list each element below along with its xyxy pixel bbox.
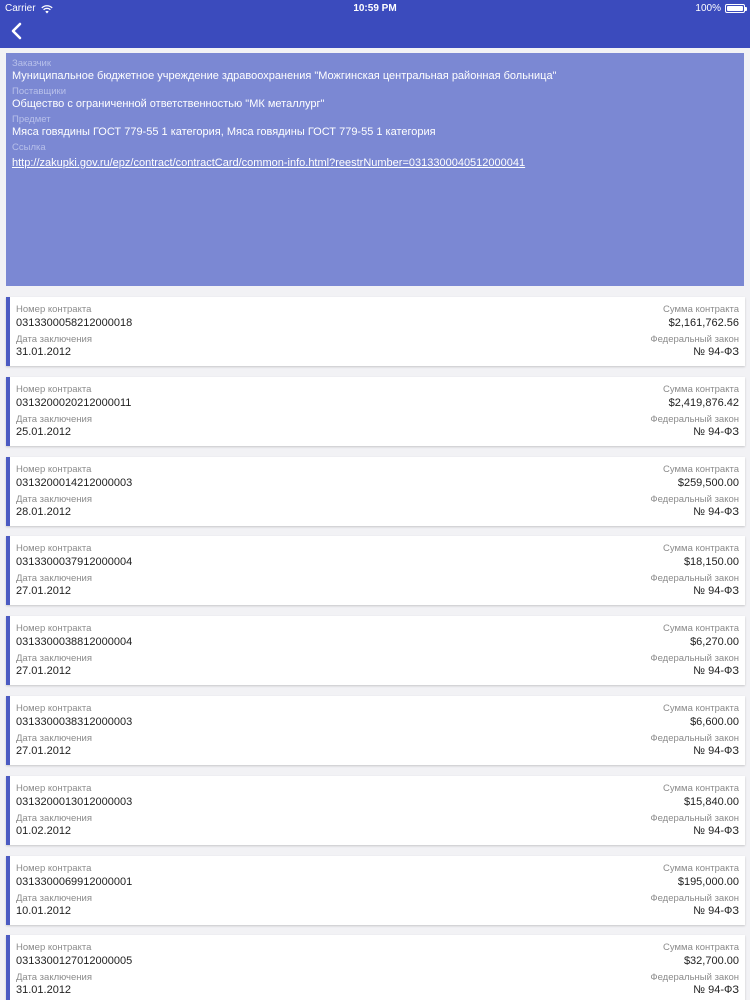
contract-sum: $259,500.00 xyxy=(677,476,739,489)
contract-number: 0313200014212000003 xyxy=(16,476,133,489)
contract-number: 0313200013012000003 xyxy=(16,795,133,808)
contract-row[interactable] xyxy=(6,616,745,685)
contract-number-label: Номер контракта xyxy=(16,782,92,794)
navigation-bar xyxy=(0,0,750,48)
link-label: Ссылка xyxy=(12,142,46,153)
federal-law: № 94-ФЗ xyxy=(693,425,739,438)
contract-date: 27.01.2012 xyxy=(16,744,72,757)
federal-law: № 94-ФЗ xyxy=(693,824,739,837)
contract-number-label: Номер контракта xyxy=(16,862,92,874)
contract-number-label: Номер контракта xyxy=(16,463,92,475)
law-label: Федеральный закон xyxy=(650,892,739,904)
federal-law: № 94-ФЗ xyxy=(693,665,739,678)
chevron-left-icon xyxy=(10,22,22,40)
contract-sum-label: Сумма контракта xyxy=(663,543,739,555)
date-label: Дата заключения xyxy=(16,892,92,904)
contract-row[interactable] xyxy=(6,297,745,366)
contract-sum-label: Сумма контракта xyxy=(663,782,739,794)
contracts-list xyxy=(6,297,745,1000)
contract-sum: $32,700.00 xyxy=(683,955,739,968)
contract-number: 0313300037912000004 xyxy=(16,556,133,569)
subject-label: Предмет xyxy=(12,114,51,125)
battery-percent: 100% xyxy=(695,3,721,14)
federal-law: № 94-ФЗ xyxy=(693,505,739,518)
status-bar xyxy=(0,0,750,16)
contract-date: 25.01.2012 xyxy=(16,425,72,438)
contract-sum-label: Сумма контракта xyxy=(663,942,739,954)
date-label: Дата заключения xyxy=(16,972,92,984)
contract-date: 31.01.2012 xyxy=(16,984,72,997)
contract-sum-label: Сумма контракта xyxy=(663,623,739,635)
contract-number: 0313300058212000018 xyxy=(16,317,133,329)
contract-sum: $15,840.00 xyxy=(683,795,739,808)
contract-sum: $195,000.00 xyxy=(677,875,739,888)
date-label: Дата заключения xyxy=(16,334,92,345)
contract-date: 31.01.2012 xyxy=(16,346,72,358)
contract-number-label: Номер контракта xyxy=(16,543,92,555)
contract-number-label: Номер контракта xyxy=(16,942,92,954)
customer-value: Муниципальное бюджетное учреждение здравоохранения "Можгинская центральная районная больница" xyxy=(12,70,557,82)
law-label: Федеральный закон xyxy=(650,653,739,665)
carrier-label: Carrier xyxy=(5,3,36,14)
contract-sum-label: Сумма контракта xyxy=(663,383,739,395)
contract-row[interactable] xyxy=(6,696,745,765)
contract-sum-label: Сумма контракта xyxy=(663,702,739,714)
date-label: Дата заключения xyxy=(16,653,92,665)
contract-number: 0313300069912000001 xyxy=(16,875,133,888)
contract-row[interactable] xyxy=(6,377,745,446)
law-label: Федеральный закон xyxy=(650,334,739,345)
law-label: Федеральный закон xyxy=(650,732,739,744)
contract-sum: $18,150.00 xyxy=(683,556,739,569)
contract-number: 0313300038312000003 xyxy=(16,715,133,728)
contract-number-label: Номер контракта xyxy=(16,623,92,635)
contract-row[interactable] xyxy=(6,536,745,605)
federal-law: № 94-ФЗ xyxy=(693,585,739,598)
procurement-info-card xyxy=(6,53,744,286)
back-button[interactable] xyxy=(6,20,26,42)
federal-law: № 94-ФЗ xyxy=(693,744,739,757)
customer-label: Заказчик xyxy=(12,58,52,69)
contract-date: 27.01.2012 xyxy=(16,585,72,598)
contract-sum-label: Сумма контракта xyxy=(663,862,739,874)
law-label: Федеральный закон xyxy=(650,493,739,505)
status-right xyxy=(695,3,745,14)
federal-law: № 94-ФЗ xyxy=(693,346,739,358)
contract-row[interactable] xyxy=(6,856,745,925)
contract-row[interactable] xyxy=(6,457,745,526)
law-label: Федеральный закон xyxy=(650,972,739,984)
supplier-label: Поставщики xyxy=(12,86,67,97)
federal-law: № 94-ФЗ xyxy=(693,984,739,997)
contract-date: 01.02.2012 xyxy=(16,824,72,837)
contract-number-label: Номер контракта xyxy=(16,383,92,395)
contract-sum: $2,419,876.42 xyxy=(668,396,739,409)
contract-sum: $6,270.00 xyxy=(690,636,739,649)
contract-row[interactable] xyxy=(6,935,745,1000)
contract-number: 0313200020212000011 xyxy=(16,396,132,409)
date-label: Дата заключения xyxy=(16,732,92,744)
date-label: Дата заключения xyxy=(16,812,92,824)
supplier-value: Общество с ограниченной ответственностью "МК металлург" xyxy=(12,98,325,110)
contract-sum: $6,600.00 xyxy=(690,715,739,728)
law-label: Федеральный закон xyxy=(650,573,739,585)
contract-number: 0313300038812000004 xyxy=(16,636,133,649)
contract-number-label: Номер контракта xyxy=(16,702,92,714)
law-label: Федеральный закон xyxy=(650,413,739,425)
subject-value: Мяса говядины ГОСТ 779-55 1 категория, Мяса говядины ГОСТ 779-55 1 категория xyxy=(12,126,436,138)
contract-number-label: Номер контракта xyxy=(16,304,92,315)
contract-sum-label: Сумма контракта xyxy=(663,463,739,475)
contract-date: 28.01.2012 xyxy=(16,505,72,518)
date-label: Дата заключения xyxy=(16,413,92,425)
status-time: 10:59 PM xyxy=(353,3,397,14)
contract-link[interactable]: http://zakupki.gov.ru/epz/contract/contractCard/common-info.html?reestrNumber=0313300040512000041 xyxy=(12,157,526,169)
contract-date: 10.01.2012 xyxy=(16,904,72,917)
federal-law: № 94-ФЗ xyxy=(693,904,739,917)
contract-sum: $2,161,762.56 xyxy=(668,317,739,329)
contract-row[interactable] xyxy=(6,776,745,845)
date-label: Дата заключения xyxy=(16,573,92,585)
contract-number: 0313300127012000005 xyxy=(16,955,133,968)
battery-icon xyxy=(725,4,745,13)
contract-date: 27.01.2012 xyxy=(16,665,72,678)
contract-sum-label: Сумма контракта xyxy=(663,304,739,315)
date-label: Дата заключения xyxy=(16,493,92,505)
law-label: Федеральный закон xyxy=(650,812,739,824)
